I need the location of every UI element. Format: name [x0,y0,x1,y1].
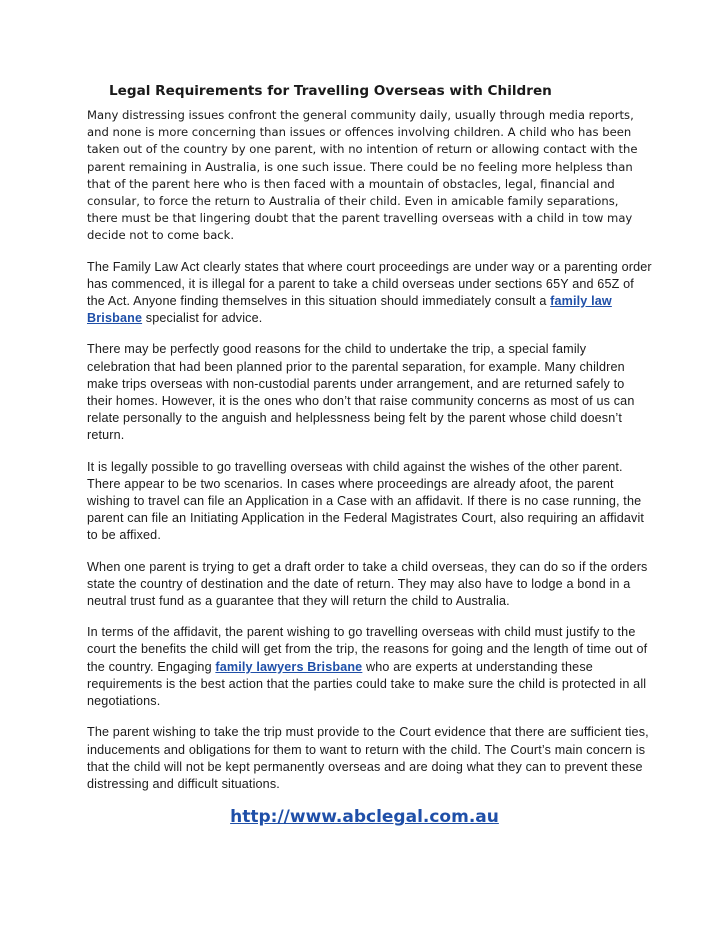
url-line [87,807,652,827]
document-title: Legal Requirements for Travelling Overseas with Children [109,83,552,99]
paragraph-1: Many distressing issues confront the general community daily, usually through media reports, and none is more concerning than issues or offences involving children. A child who has been taken out of the country by one parent, with no intention of return or allowing contact with the parent remaining in Australia, is one such issue. There could be no feeling more helpless than that of the parent here who is then faced with a mountain of obstacles, legal, financial and consular, to force the return to Australia of their child. Even in amicable family separations, there must be that lingering doubt that the parent travelling overseas with a child in tow may decide not to come back. [87,108,638,243]
paragraph-6-text-after: who are experts at understanding these requirements is the best action that the parties could take to make sure the child is protected in all negotiations. [87,659,647,709]
document-body [87,82,652,827]
paragraph-5: When one parent is trying to get a draft order to take a child overseas, they can do so if the orders state the country of destination and the date of return. They may also have to lodge a bond in a neutral trust fund as a guarantee that they will return the child to Australia. [87,559,648,609]
family-law-brisbane-link[interactable]: family law Brisbane [87,294,612,326]
paragraph-4: It is legally possible to go travelling overseas with child against the wishes of the other parent. There appear to be two scenarios. In cases where proceedings are already afoot, the parent wishing to travel can file an Application in a Case with an affidavit. If there is no case running, the parent can file an Initiating Application in the Federal Magistrates Court, also requiring an affidavit to be affixed. [87,459,645,543]
paragraph-3: There may be perfectly good reasons for the child to undertake the trip, a special family celebration that had been planned prior to the parental separation, for example. Many children make trips overseas with non-custodial parents under arrangement, and are returned safely to their homes. However, it is the ones who don’t that raise community concerns as most of us can relate personally to the anguish and helplessness being felt by the parent whose child doesn’t return. [87,342,635,443]
paragraph-6 [87,624,652,710]
paragraph-6-text-before: In terms of the affidavit, the parent wishing to go travelling overseas with child must justify to the court the benefits the child will get from the trip, the reasons for going and the length of time out of the country. Engaging [87,625,648,674]
family-lawyers-brisbane-link[interactable]: family lawyers Brisbane [215,659,363,674]
website-url-link[interactable]: http://www.abclegal.com.au [230,807,499,828]
paragraph-2-text-before: The Family Law Act clearly states that where court proceedings are under way or a parenting order has commenced, it is illegal for a parent to take a child overseas under sections 65Y and 65Z of the Act. Anyone finding themselves in this situation should immediately consult a [87,259,652,309]
paragraph-7: The parent wishing to take the trip must provide to the Court evidence that there are sufficient ties, inducements and obligations for them to want to return with the child. The Court’s main concern is that the child will not be kept permanently overseas and are doing what they can to prevent these distressing and difficult situations. [87,725,649,791]
paragraph-2-text-after: specialist for advice. [142,311,263,326]
paragraph-2 [87,259,652,328]
